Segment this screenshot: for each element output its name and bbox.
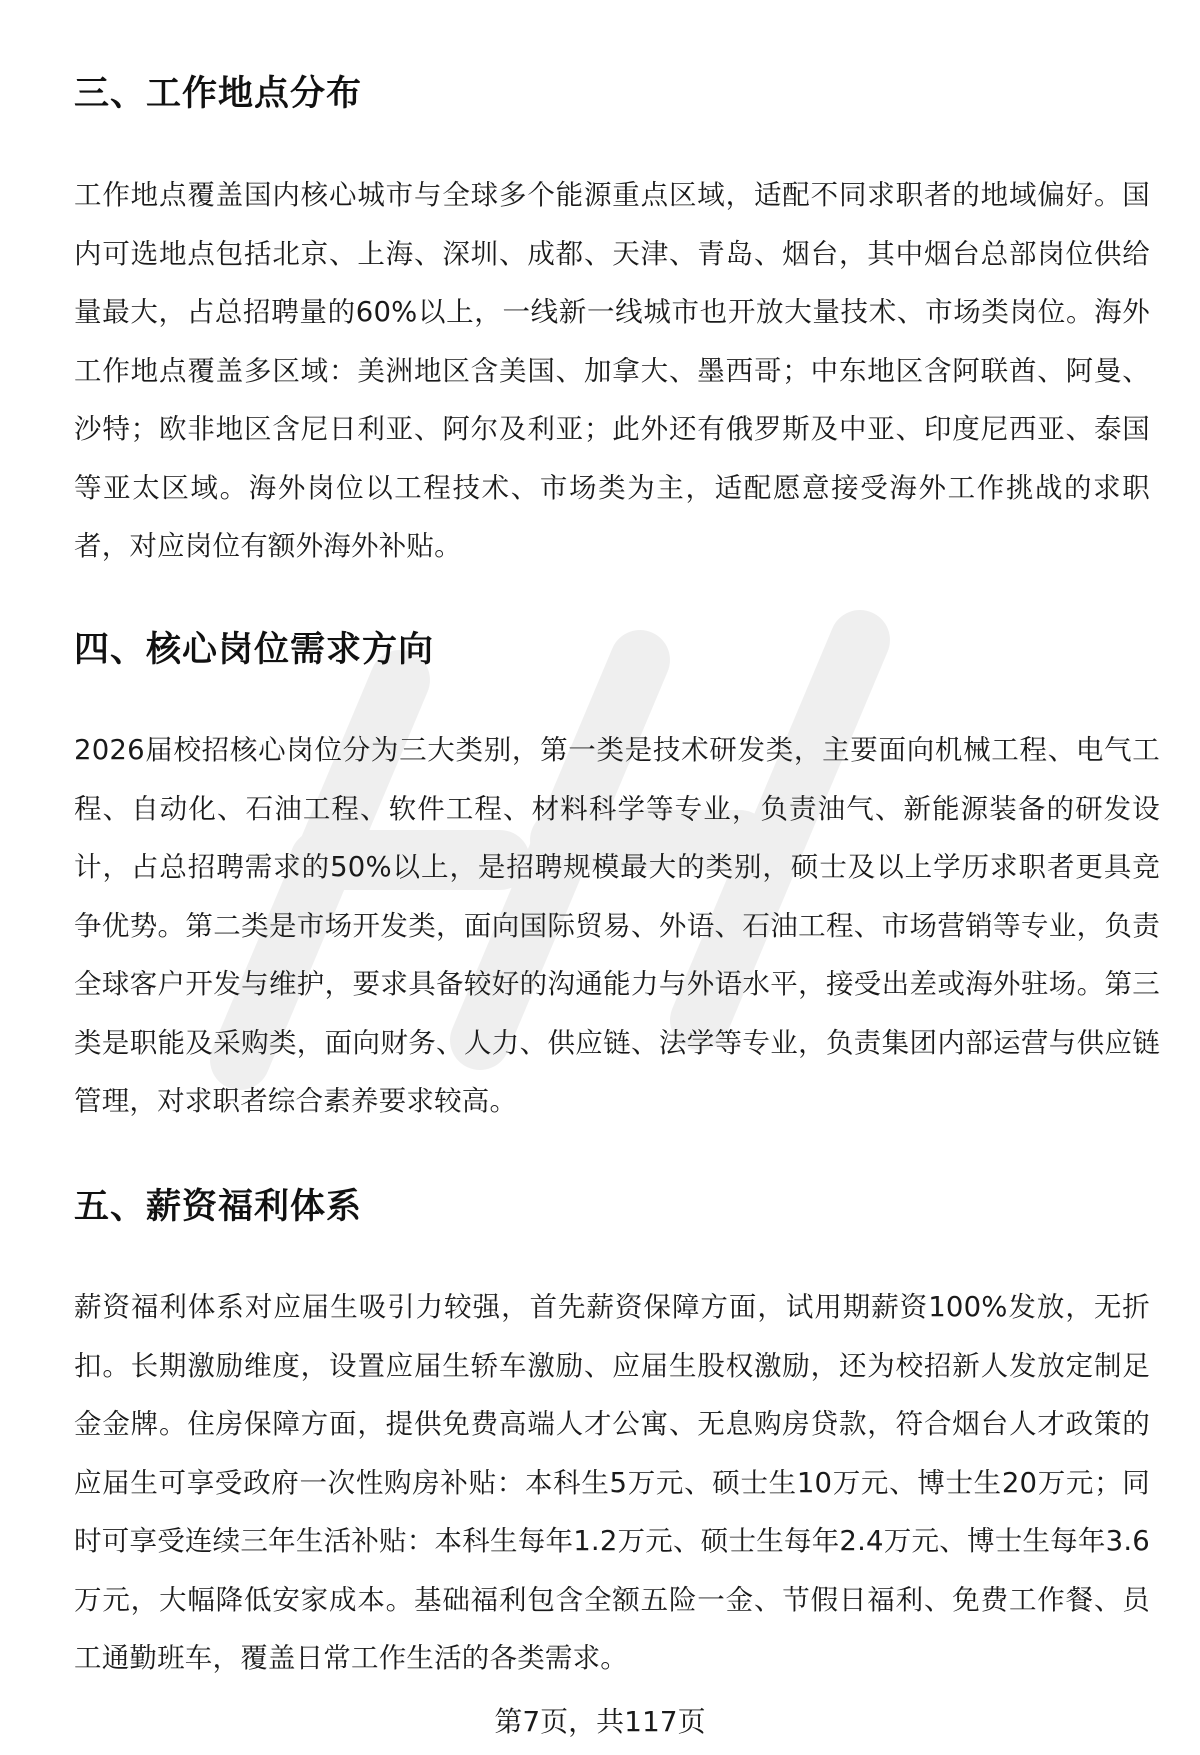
section-heading: 五、薪资福利体系 bbox=[74, 1187, 363, 1227]
section-heading: 四、核心岗位需求方向 bbox=[74, 630, 435, 670]
section-paragraph: 薪资福利体系对应届生吸引力较强，首先薪资保障方面，试用期薪资100%发放，无折扣。长期激励维度，设置应届生轿车激励、应届生股权激励，还为校招新人发放定制足金金牌。住房保障方面，提供免费高端人才公寓、无息购房贷款，符合烟台人才政策的应届生可享受政府一次性购房补贴：本科生5万元、硕士生10万元、博士生20万元；同时可享受连续三年生活补贴：本科生每年1.2万元、硕士生每年2.4万元、博士生每年3.6万元，大幅降低安家成本。基础福利包含全额五险一金、节假日福利、免费工作餐、员工通勤班车，覆盖日常工作生活的各类需求。 bbox=[74, 1291, 1150, 1674]
section-paragraph: 2026届校招核心岗位分为三大类别，第一类是技术研发类，主要面向机械工程、电气工程、自动化、石油工程、软件工程、材料科学等专业，负责油气、新能源装备的研发设计，占总招聘需求的50%以上，是招聘规模最大的类别，硕士及以上学历求职者更具竞争优势。第二类是市场开发类，面向国际贸易、外语、石油工程、市场营销等专业，负责全球客户开发与维护，要求具备较好的沟通能力与外语水平，接受出差或海外驻场。第三类是职能及采购类，面向财务、人力、供应链、法学等专业，负责集团内部运营与供应链管理，对求职者综合素养要求较高。 bbox=[74, 734, 1160, 1117]
section-paragraph: 工作地点覆盖国内核心城市与全球多个能源重点区域，适配不同求职者的地域偏好。国内可选地点包括北京、上海、深圳、成都、天津、青岛、烟台，其中烟台总部岗位供给量最大，占总招聘量的60%以上，一线新一线城市也开放大量技术、市场类岗位。海外工作地点覆盖多区域：美洲地区含美国、加拿大、墨西哥；中东地区含阿联酋、阿曼、沙特；欧非地区含尼日利亚、阿尔及利亚；此外还有俄罗斯及中亚、印度尼西亚、泰国等亚太区域。海外岗位以工程技术、市场类为主，适配愿意接受海外工作挑战的求职者，对应岗位有额外海外补贴。 bbox=[74, 179, 1150, 562]
page-number: 第7页，共117页 bbox=[494, 1705, 706, 1738]
section-heading: 三、工作地点分布 bbox=[74, 74, 363, 114]
